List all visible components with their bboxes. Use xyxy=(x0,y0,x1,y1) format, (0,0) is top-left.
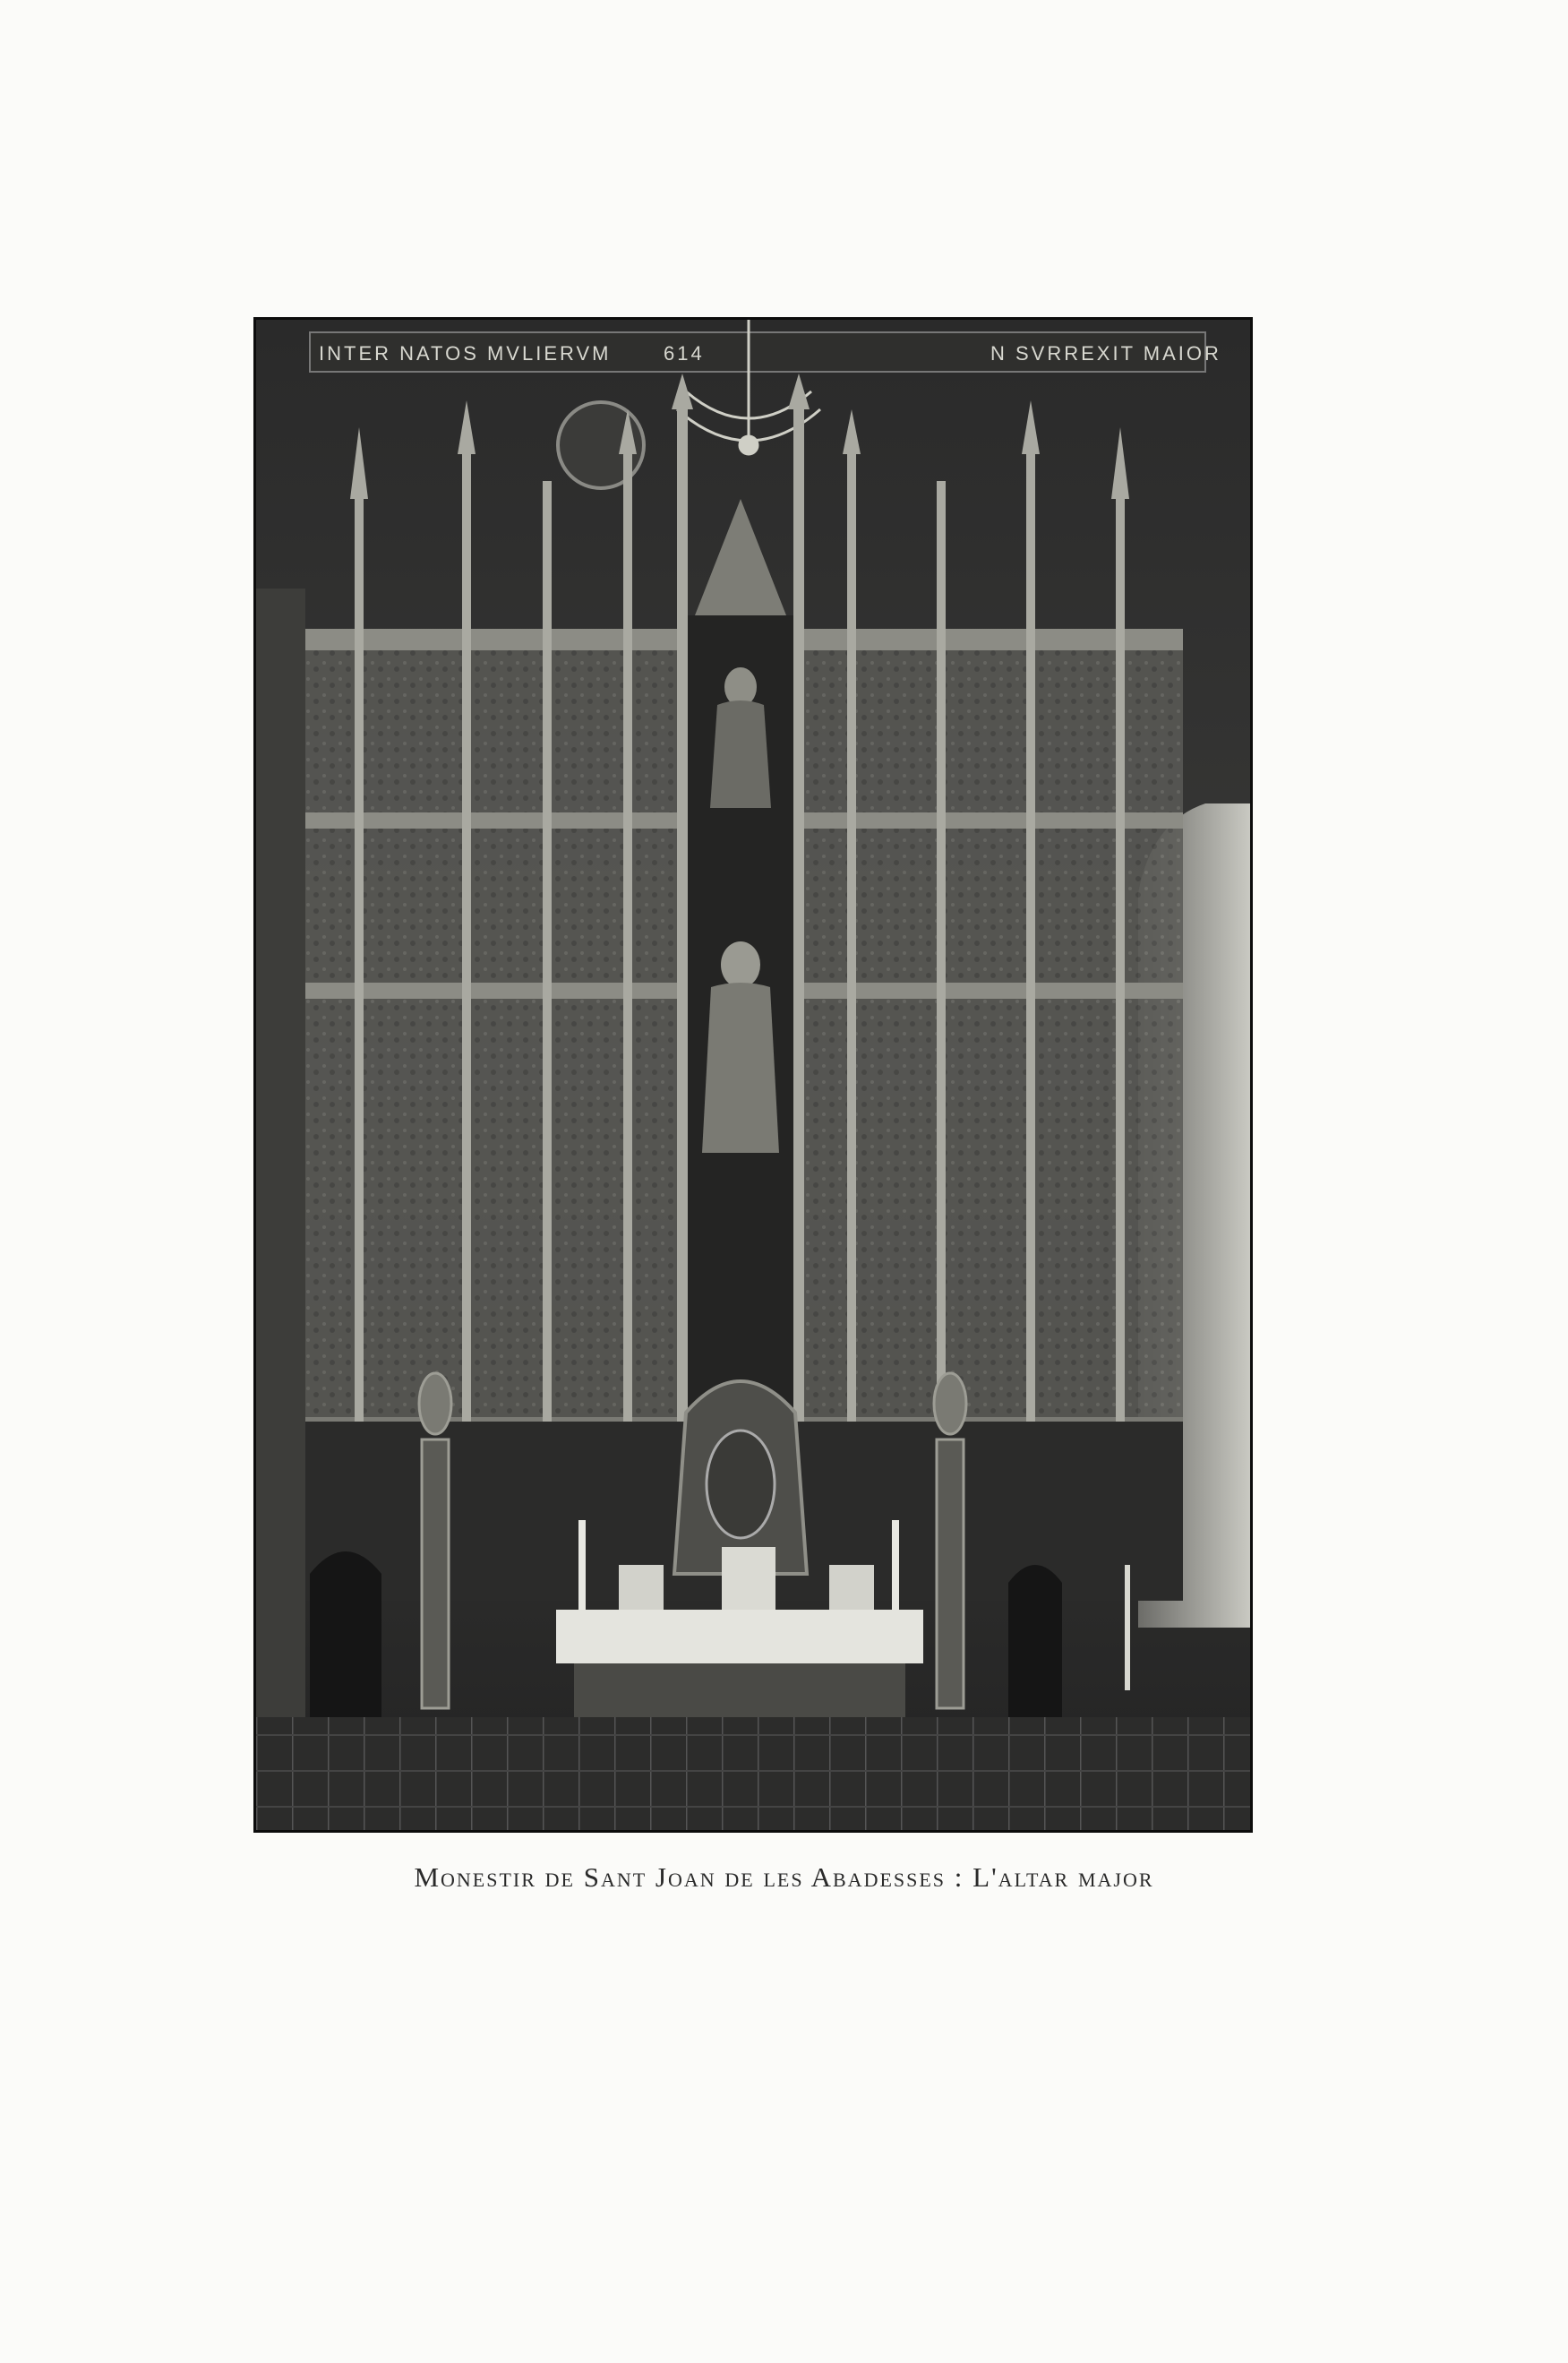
central-niche xyxy=(688,499,793,1422)
right-doorway xyxy=(1008,1565,1062,1717)
lower-statue xyxy=(721,941,760,988)
photo-caption: Monestir de Sant Joan de les Abadesses : L'altar major xyxy=(414,1861,1154,1893)
tabernacle xyxy=(674,1381,807,1574)
iron-railing xyxy=(256,1717,1250,1830)
inscription-number: 614 xyxy=(664,342,705,365)
photo-drawing xyxy=(256,320,1250,1830)
altar-cloth xyxy=(556,1610,923,1663)
left-pillar xyxy=(256,589,305,1753)
altarpiece-photograph xyxy=(253,317,1253,1833)
inscription-left: INTER NATOS MVLIERVM xyxy=(319,342,612,365)
left-doorway xyxy=(310,1551,381,1717)
inscription-right: N SVRREXIT MAIOR xyxy=(990,342,1221,365)
